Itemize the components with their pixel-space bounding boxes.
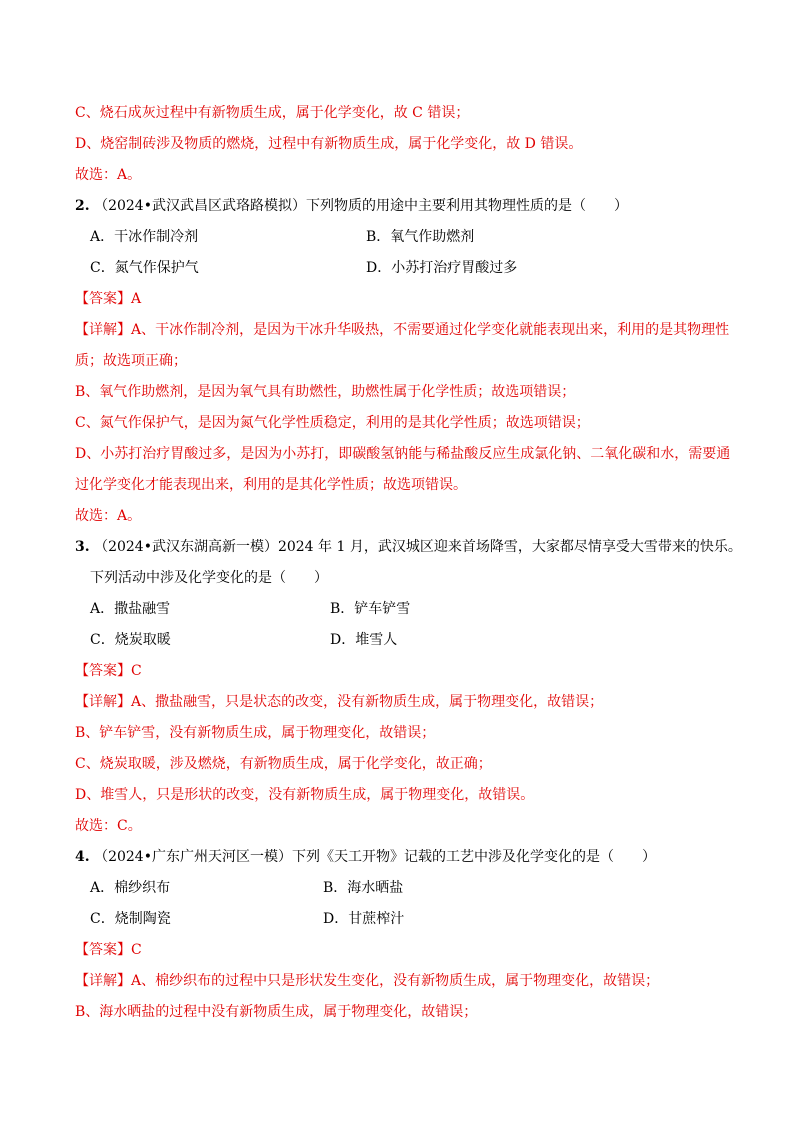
option-b: B．铲车铲雪 [330, 601, 411, 617]
question-text: （2024•武汉武昌区武珞路模拟）下列物质的用途中主要利用其物理性质的是（ ） [94, 198, 628, 214]
detail-line: C、烧炭取暖，涉及燃烧，有新物质生成，属于化学变化，故正确； [75, 756, 492, 772]
question-number: 2. [75, 198, 90, 214]
option-d: D．小苏打治疗胃酸过多 [366, 260, 518, 276]
detail-line: B、铲车铲雪，没有新物质生成，属于物理变化，故错误； [75, 725, 436, 741]
detail-line: 【详解】A、撒盐融雪，只是状态的改变，没有新物质生成，属于物理变化，故错误； [75, 694, 604, 710]
detail-line: 过化学变化才能表现出来，利用的是其化学性质；故选项错误。 [75, 477, 467, 493]
answer-choice: 故选：A。 [75, 167, 142, 183]
detail-line: B、海水晒盐的过程中没有新物质生成，属于物理变化，故错误； [75, 1004, 478, 1020]
question-4-stem [75, 847, 656, 867]
question-number: 4. [75, 849, 90, 865]
answer-label: 【答案】C [75, 663, 142, 679]
question-text: （2024•广东广州天河区一模）下列《天工开物》记载的工艺中涉及化学变化的是（ ） [94, 849, 656, 865]
detail-line: C、氮气作保护气，是因为氮气化学性质稳定，利用的是其化学性质；故选项错误； [75, 415, 590, 431]
question-3-stem [75, 537, 742, 557]
explanation-line-d: D、烧窑制砖涉及物质的燃烧，过程中有新物质生成，属于化学变化，故 D 错误。 [75, 136, 583, 152]
question-number: 3. [75, 539, 90, 555]
option-a: A．撒盐融雪 [90, 601, 171, 617]
option-d: D．堆雪人 [330, 632, 398, 648]
answer-choice: 故选：A。 [75, 508, 142, 524]
detail-line: 【详解】A、干冰作制冷剂，是因为干冰升华吸热，不需要通过化学变化就能表现出来，利用的是其物理性 [75, 322, 730, 338]
option-c: C．烧制陶瓷 [90, 911, 171, 927]
option-a: A．棉纱织布 [90, 880, 171, 896]
question-text: （2024•武汉东湖高新一模）2024 年 1 月，武汉城区迎来首场降雪，大家都尽情享受大雪带来的快乐。 [94, 539, 742, 555]
option-a: A．干冰作制冷剂 [90, 229, 199, 245]
explanation-line-c: C、烧石成灰过程中有新物质生成，属于化学变化，故 C 错误； [75, 105, 470, 121]
answer-label: 【答案】A [75, 291, 142, 307]
detail-line: 质；故选项正确； [75, 353, 187, 369]
answer-label: 【答案】C [75, 942, 142, 958]
option-b: B．氧气作助燃剂 [366, 229, 475, 245]
answer-choice: 故选：C。 [75, 818, 142, 834]
option-d: D．甘蔗榨汁 [323, 911, 405, 927]
detail-line: B、氧气作助燃剂，是因为氧气具有助燃性，助燃性属于化学性质；故选项错误； [75, 384, 576, 400]
question-2-stem [75, 196, 628, 216]
detail-line: D、堆雪人，只是形状的改变，没有新物质生成，属于物理变化，故错误。 [75, 787, 535, 803]
question-3-stem-cont: 下列活动中涉及化学变化的是（ ） [90, 570, 328, 586]
option-c: C．氮气作保护气 [90, 260, 199, 276]
option-b: B．海水晒盐 [323, 880, 404, 896]
option-c: C．烧炭取暖 [90, 632, 171, 648]
detail-line: D、小苏打治疗胃酸过多，是因为小苏打，即碳酸氢钠能与稀盐酸反应生成氯化钠、二氧化碳和水，需要通 [75, 446, 731, 462]
detail-line: 【详解】A、棉纱织布的过程中只是形状发生变化，没有新物质生成，属于物理变化，故错误； [75, 973, 660, 989]
